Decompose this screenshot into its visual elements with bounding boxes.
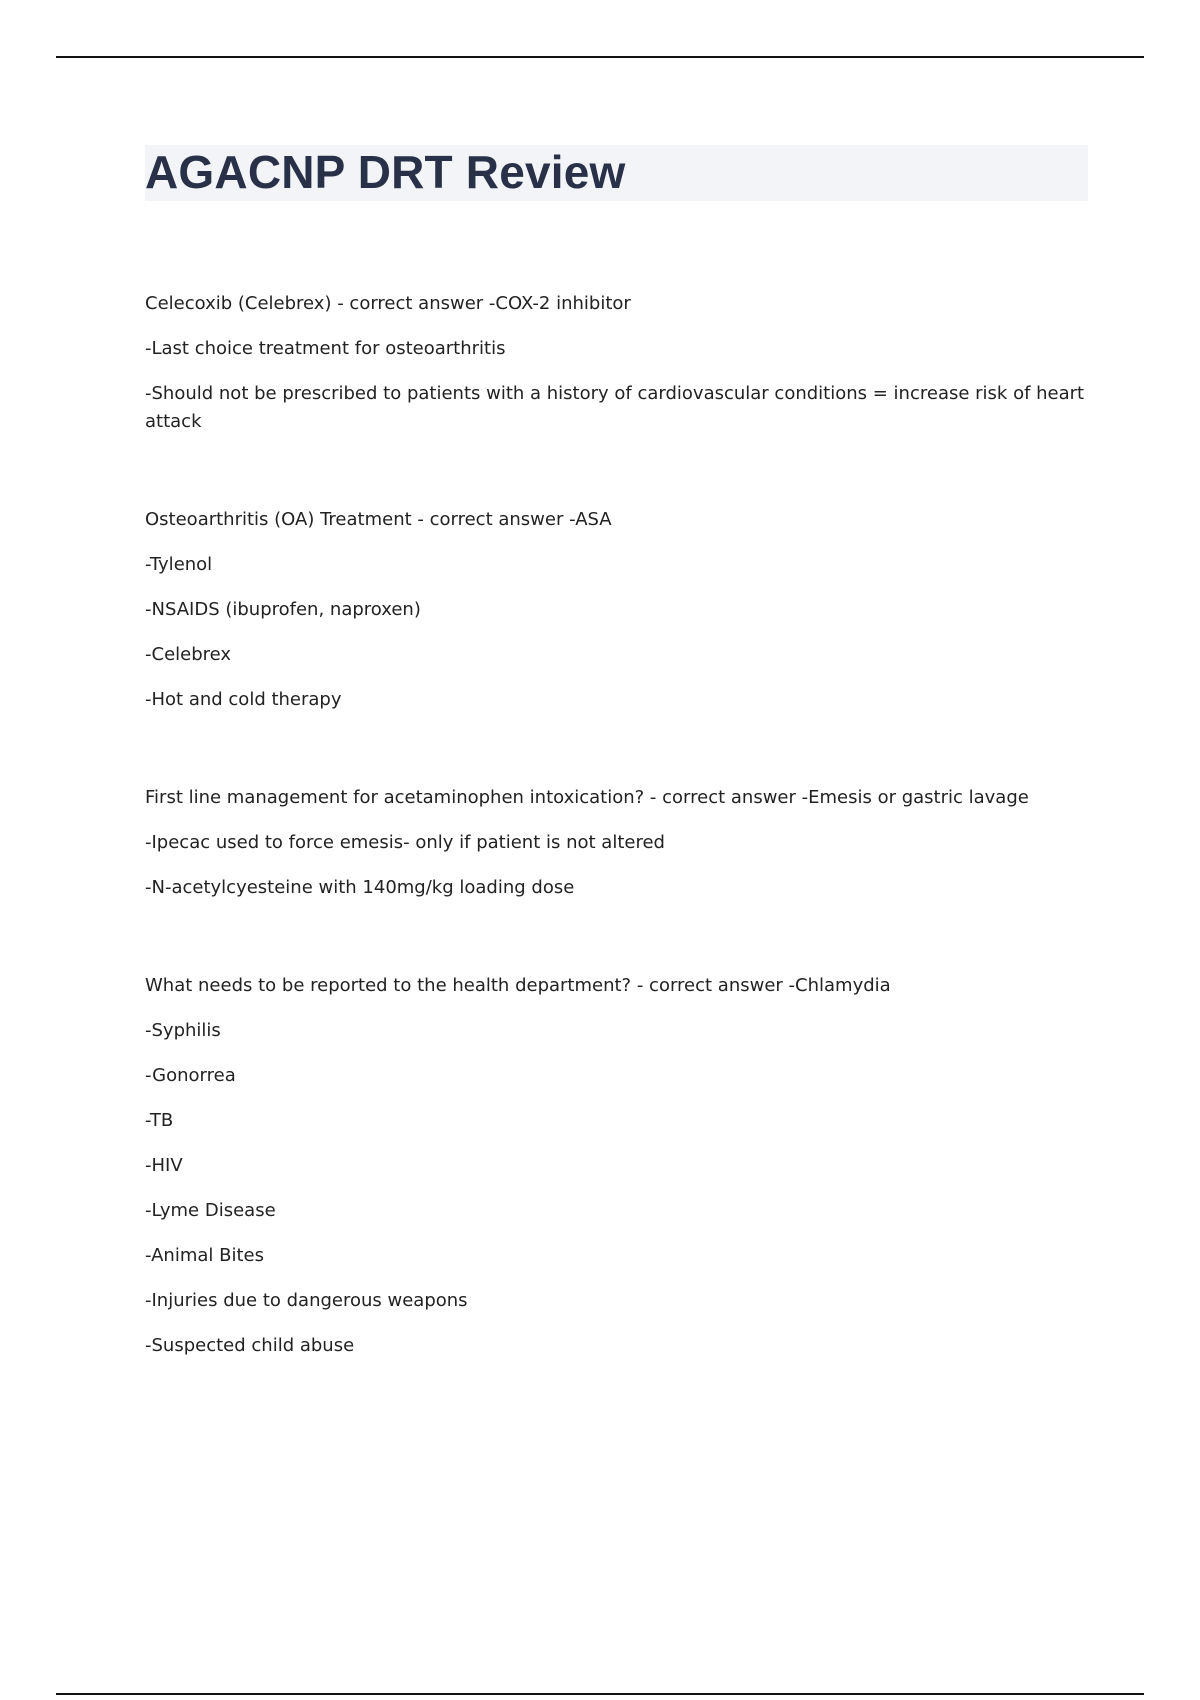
qa-section-acetaminophen xyxy=(145,784,1085,902)
answer-line: -Injuries due to dangerous weapons xyxy=(145,1290,468,1311)
answer-line: -Gonorrea xyxy=(145,1065,236,1086)
answer-line: -Celebrex xyxy=(145,644,232,665)
answer-line: -N-acetylcyesteine with 140mg/kg loading dose xyxy=(145,877,575,898)
question-line: Celecoxib (Celebrex) - correct answer -COX-2 inhibitor xyxy=(145,293,631,314)
qa-section-celecoxib xyxy=(145,290,1085,436)
answer-line: -Hot and cold therapy xyxy=(145,689,342,710)
header-divider xyxy=(56,56,1144,58)
answer-line: -TB xyxy=(145,1110,174,1131)
answer-line: -Last choice treatment for osteoarthritis xyxy=(145,338,506,359)
answer-line: -HIV xyxy=(145,1155,183,1176)
qa-section-oa-treatment xyxy=(145,506,1085,714)
answer-line: -NSAIDS (ibuprofen, naproxen) xyxy=(145,599,421,620)
qa-section-health-department xyxy=(145,972,1085,1360)
footer-divider xyxy=(56,1693,1144,1695)
answer-line: -Syphilis xyxy=(145,1020,221,1041)
answer-line: -Ipecac used to force emesis- only if patient is not altered xyxy=(145,832,665,853)
document-title: AGACNP DRT Review xyxy=(145,146,626,198)
answer-line: -Should not be prescribed to patients with a history of cardiovascular conditions = increase risk of heart attack xyxy=(145,383,1085,432)
question-line: First line management for acetaminophen intoxication? - correct answer -Emesis or gastric lavage xyxy=(145,787,1029,808)
answer-line: -Tylenol xyxy=(145,554,213,575)
answer-line: -Animal Bites xyxy=(145,1245,264,1266)
question-line: What needs to be reported to the health department? - correct answer -Chlamydia xyxy=(145,975,891,996)
answer-line: -Lyme Disease xyxy=(145,1200,276,1221)
document-body xyxy=(145,290,1085,1430)
answer-line: -Suspected child abuse xyxy=(145,1335,355,1356)
question-line: Osteoarthritis (OA) Treatment - correct answer -ASA xyxy=(145,509,612,530)
